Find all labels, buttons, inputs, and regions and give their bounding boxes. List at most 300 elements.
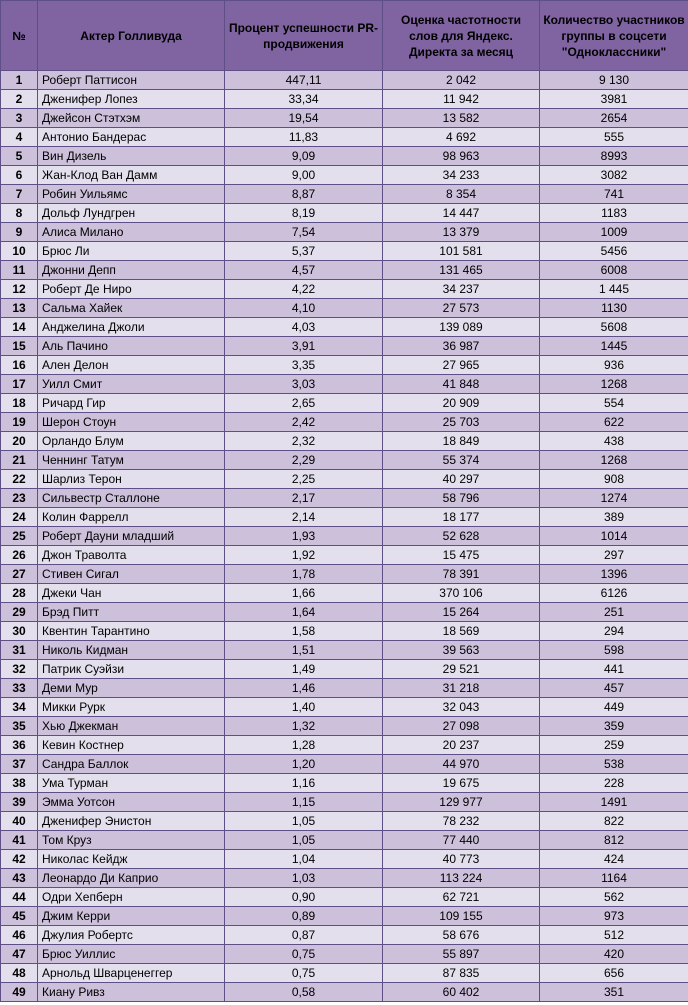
table-row	[1, 565, 688, 584]
pr-success-cell[interactable]: 0,89	[225, 907, 383, 926]
ok-members-cell[interactable]: 1396	[540, 565, 688, 584]
pr-success-cell[interactable]: 3,35	[225, 356, 383, 375]
pr-success-cell[interactable]: 1,03	[225, 869, 383, 888]
ok-members-cell[interactable]: 9 130	[540, 71, 688, 90]
pr-success-cell[interactable]: 4,10	[225, 299, 383, 318]
pr-success-cell[interactable]: 8,87	[225, 185, 383, 204]
row-number-cell[interactable]: 49	[1, 983, 38, 1002]
actor-name-cell[interactable]: Анджелина Джоли	[38, 318, 225, 337]
table-row	[1, 774, 688, 793]
ok-members-cell[interactable]: 3981	[540, 90, 688, 109]
row-number-cell[interactable]: 14	[1, 318, 38, 337]
pr-success-cell[interactable]: 2,29	[225, 451, 383, 470]
actor-name-cell[interactable]: Микки Рурк	[38, 698, 225, 717]
yandex-frequency-cell[interactable]: 11 942	[383, 90, 540, 109]
ok-members-cell[interactable]: 1009	[540, 223, 688, 242]
pr-success-cell[interactable]: 1,66	[225, 584, 383, 603]
actor-name-cell[interactable]: Дольф Лундгрен	[38, 204, 225, 223]
table-row	[1, 926, 688, 945]
pr-success-cell[interactable]: 1,28	[225, 736, 383, 755]
row-number-cell[interactable]: 18	[1, 394, 38, 413]
actor-name-cell[interactable]: Сандра Баллок	[38, 755, 225, 774]
row-number-cell[interactable]: 13	[1, 299, 38, 318]
table-row	[1, 280, 688, 299]
yandex-frequency-cell[interactable]: 31 218	[383, 679, 540, 698]
table-row	[1, 318, 688, 337]
ok-members-cell[interactable]: 512	[540, 926, 688, 945]
pr-success-cell[interactable]: 2,14	[225, 508, 383, 527]
actor-name-cell[interactable]: Том Круз	[38, 831, 225, 850]
row-number-cell[interactable]: 11	[1, 261, 38, 280]
row-number-cell[interactable]: 5	[1, 147, 38, 166]
pr-success-cell[interactable]: 2,32	[225, 432, 383, 451]
table-row	[1, 337, 688, 356]
ok-members-cell[interactable]: 8993	[540, 147, 688, 166]
row-number-cell[interactable]: 2	[1, 90, 38, 109]
row-number-cell[interactable]: 33	[1, 679, 38, 698]
pr-success-cell[interactable]: 0,87	[225, 926, 383, 945]
table-row	[1, 527, 688, 546]
ok-members-cell[interactable]: 656	[540, 964, 688, 983]
yandex-frequency-cell[interactable]: 13 379	[383, 223, 540, 242]
actor-name-cell[interactable]: Джеки Чан	[38, 584, 225, 603]
table-row	[1, 964, 688, 983]
row-number-cell[interactable]: 34	[1, 698, 38, 717]
pr-success-cell[interactable]: 0,75	[225, 964, 383, 983]
actor-name-cell[interactable]: Брюс Ли	[38, 242, 225, 261]
actor-name-cell[interactable]: Николас Кейдж	[38, 850, 225, 869]
actor-name-cell[interactable]: Шарлиз Терон	[38, 470, 225, 489]
pr-success-cell[interactable]: 1,05	[225, 812, 383, 831]
table-row	[1, 166, 688, 185]
table-row	[1, 204, 688, 223]
pr-success-cell[interactable]: 2,42	[225, 413, 383, 432]
actor-name-cell[interactable]: Робин Уильямс	[38, 185, 225, 204]
actor-name-cell[interactable]: Вин Дизель	[38, 147, 225, 166]
yandex-frequency-cell[interactable]: 8 354	[383, 185, 540, 204]
row-number-cell[interactable]: 31	[1, 641, 38, 660]
row-number-cell[interactable]: 43	[1, 869, 38, 888]
row-number-cell[interactable]: 42	[1, 850, 38, 869]
ok-members-cell[interactable]: 389	[540, 508, 688, 527]
actor-name-cell[interactable]: Сильвестр Сталлоне	[38, 489, 225, 508]
yandex-frequency-cell[interactable]: 77 440	[383, 831, 540, 850]
yandex-frequency-cell[interactable]: 27 098	[383, 717, 540, 736]
table-row	[1, 546, 688, 565]
ok-members-cell[interactable]: 3082	[540, 166, 688, 185]
ok-members-cell[interactable]: 1268	[540, 451, 688, 470]
table-row	[1, 603, 688, 622]
actor-name-cell[interactable]: Леонардо Ди Каприо	[38, 869, 225, 888]
pr-success-cell[interactable]: 19,54	[225, 109, 383, 128]
actor-name-cell[interactable]: Джейсон Стэтхэм	[38, 109, 225, 128]
table-row	[1, 622, 688, 641]
row-number-cell[interactable]: 39	[1, 793, 38, 812]
yandex-frequency-cell[interactable]: 44 970	[383, 755, 540, 774]
pr-success-cell[interactable]: 1,15	[225, 793, 383, 812]
table-row	[1, 945, 688, 964]
yandex-frequency-cell[interactable]: 58 796	[383, 489, 540, 508]
table-row	[1, 508, 688, 527]
actor-name-cell[interactable]: Джим Керри	[38, 907, 225, 926]
pr-success-cell[interactable]: 1,64	[225, 603, 383, 622]
yandex-frequency-cell[interactable]: 78 391	[383, 565, 540, 584]
row-number-cell[interactable]: 3	[1, 109, 38, 128]
table-row	[1, 109, 688, 128]
actor-name-cell[interactable]: Ален Делон	[38, 356, 225, 375]
ok-members-cell[interactable]: 908	[540, 470, 688, 489]
yandex-frequency-cell[interactable]: 98 963	[383, 147, 540, 166]
pr-success-cell[interactable]: 0,75	[225, 945, 383, 964]
ok-members-cell[interactable]: 1268	[540, 375, 688, 394]
pr-success-cell[interactable]: 2,17	[225, 489, 383, 508]
pr-success-cell[interactable]: 1,05	[225, 831, 383, 850]
ok-members-cell[interactable]: 562	[540, 888, 688, 907]
actor-name-cell[interactable]: Арнольд Шварценеггер	[38, 964, 225, 983]
pr-success-cell[interactable]: 1,78	[225, 565, 383, 584]
table-row	[1, 356, 688, 375]
actor-name-cell[interactable]: Джулия Робертс	[38, 926, 225, 945]
table-row	[1, 793, 688, 812]
yandex-frequency-cell[interactable]: 41 848	[383, 375, 540, 394]
row-number-cell[interactable]: 20	[1, 432, 38, 451]
pr-success-cell[interactable]: 1,16	[225, 774, 383, 793]
table-row	[1, 888, 688, 907]
pr-success-cell[interactable]: 1,20	[225, 755, 383, 774]
ok-members-cell[interactable]: 438	[540, 432, 688, 451]
table-row	[1, 470, 688, 489]
ok-members-cell[interactable]: 351	[540, 983, 688, 1002]
actor-name-cell[interactable]: Патрик Суэйзи	[38, 660, 225, 679]
table-row	[1, 831, 688, 850]
yandex-frequency-cell[interactable]: 40 773	[383, 850, 540, 869]
row-number-cell[interactable]: 30	[1, 622, 38, 641]
ok-members-cell[interactable]: 449	[540, 698, 688, 717]
yandex-frequency-cell[interactable]: 58 676	[383, 926, 540, 945]
pr-success-cell[interactable]: 447,11	[225, 71, 383, 90]
row-number-cell[interactable]: 23	[1, 489, 38, 508]
pr-success-cell[interactable]: 1,93	[225, 527, 383, 546]
ok-members-cell[interactable]: 538	[540, 755, 688, 774]
ok-members-cell[interactable]: 555	[540, 128, 688, 147]
table-row	[1, 147, 688, 166]
yandex-frequency-cell[interactable]: 34 237	[383, 280, 540, 299]
ok-members-cell[interactable]: 441	[540, 660, 688, 679]
row-number-cell[interactable]: 28	[1, 584, 38, 603]
row-number-cell[interactable]: 19	[1, 413, 38, 432]
ok-members-cell[interactable]: 228	[540, 774, 688, 793]
yandex-frequency-cell[interactable]: 20 237	[383, 736, 540, 755]
ok-members-cell[interactable]: 1183	[540, 204, 688, 223]
ok-members-cell[interactable]: 822	[540, 812, 688, 831]
row-number-cell[interactable]: 32	[1, 660, 38, 679]
actor-name-cell[interactable]: Уилл Смит	[38, 375, 225, 394]
actor-name-cell[interactable]: Киану Ривз	[38, 983, 225, 1002]
row-number-cell[interactable]: 44	[1, 888, 38, 907]
yandex-frequency-cell[interactable]: 101 581	[383, 242, 540, 261]
actor-name-cell[interactable]: Ченнинг Татум	[38, 451, 225, 470]
pr-success-cell[interactable]: 2,65	[225, 394, 383, 413]
ok-members-cell[interactable]: 359	[540, 717, 688, 736]
row-number-cell[interactable]: 1	[1, 71, 38, 90]
yandex-frequency-cell[interactable]: 18 849	[383, 432, 540, 451]
row-number-cell[interactable]: 12	[1, 280, 38, 299]
ok-members-cell[interactable]: 251	[540, 603, 688, 622]
row-number-cell[interactable]: 22	[1, 470, 38, 489]
ok-members-cell[interactable]: 812	[540, 831, 688, 850]
ok-members-cell[interactable]: 6126	[540, 584, 688, 603]
ok-members-cell[interactable]: 294	[540, 622, 688, 641]
actor-name-cell[interactable]: Брэд Питт	[38, 603, 225, 622]
pr-success-cell[interactable]: 33,34	[225, 90, 383, 109]
ok-members-cell[interactable]: 5456	[540, 242, 688, 261]
header-ok-members[interactable]: Количество участников группы в соцсети "Одноклассники"	[540, 1, 688, 71]
yandex-frequency-cell[interactable]: 14 447	[383, 204, 540, 223]
header-number[interactable]: №	[1, 1, 38, 71]
row-number-cell[interactable]: 21	[1, 451, 38, 470]
yandex-frequency-cell[interactable]: 34 233	[383, 166, 540, 185]
yandex-frequency-cell[interactable]: 4 692	[383, 128, 540, 147]
row-number-cell[interactable]: 7	[1, 185, 38, 204]
pr-success-cell[interactable]: 8,19	[225, 204, 383, 223]
row-number-cell[interactable]: 6	[1, 166, 38, 185]
ok-members-cell[interactable]: 5608	[540, 318, 688, 337]
row-number-cell[interactable]: 24	[1, 508, 38, 527]
row-number-cell[interactable]: 26	[1, 546, 38, 565]
pr-success-cell[interactable]: 5,37	[225, 242, 383, 261]
pr-success-cell[interactable]: 1,04	[225, 850, 383, 869]
actor-name-cell[interactable]: Сальма Хайек	[38, 299, 225, 318]
row-number-cell[interactable]: 35	[1, 717, 38, 736]
ok-members-cell[interactable]: 936	[540, 356, 688, 375]
yandex-frequency-cell[interactable]: 55 897	[383, 945, 540, 964]
row-number-cell[interactable]: 17	[1, 375, 38, 394]
row-number-cell[interactable]: 9	[1, 223, 38, 242]
actor-name-cell[interactable]: Алиса Милано	[38, 223, 225, 242]
pr-success-cell[interactable]: 1,49	[225, 660, 383, 679]
actor-name-cell[interactable]: Роберт Де Ниро	[38, 280, 225, 299]
row-number-cell[interactable]: 25	[1, 527, 38, 546]
pr-success-cell[interactable]: 7,54	[225, 223, 383, 242]
actor-name-cell[interactable]: Джонни Депп	[38, 261, 225, 280]
row-number-cell[interactable]: 4	[1, 128, 38, 147]
row-number-cell[interactable]: 38	[1, 774, 38, 793]
ok-members-cell[interactable]: 6008	[540, 261, 688, 280]
pr-success-cell[interactable]: 9,00	[225, 166, 383, 185]
yandex-frequency-cell[interactable]: 18 569	[383, 622, 540, 641]
yandex-frequency-cell[interactable]: 129 977	[383, 793, 540, 812]
table-row	[1, 71, 688, 90]
pr-success-cell[interactable]: 1,51	[225, 641, 383, 660]
ok-members-cell[interactable]: 1130	[540, 299, 688, 318]
table-row	[1, 394, 688, 413]
pr-success-cell[interactable]: 1,92	[225, 546, 383, 565]
ok-members-cell[interactable]: 741	[540, 185, 688, 204]
yandex-frequency-cell[interactable]: 40 297	[383, 470, 540, 489]
table-row	[1, 223, 688, 242]
row-number-cell[interactable]: 16	[1, 356, 38, 375]
table-row	[1, 299, 688, 318]
table-row	[1, 755, 688, 774]
yandex-frequency-cell[interactable]: 25 703	[383, 413, 540, 432]
table-row	[1, 869, 688, 888]
row-number-cell[interactable]: 41	[1, 831, 38, 850]
yandex-frequency-cell[interactable]: 19 675	[383, 774, 540, 793]
ok-members-cell[interactable]: 457	[540, 679, 688, 698]
ok-members-cell[interactable]: 1164	[540, 869, 688, 888]
actor-name-cell[interactable]: Аль Пачино	[38, 337, 225, 356]
row-number-cell[interactable]: 47	[1, 945, 38, 964]
yandex-frequency-cell[interactable]: 131 465	[383, 261, 540, 280]
header-pr-success[interactable]: Процент успешности PR-продвижения	[225, 1, 383, 71]
ok-members-cell[interactable]: 1491	[540, 793, 688, 812]
yandex-frequency-cell[interactable]: 55 374	[383, 451, 540, 470]
table-row	[1, 128, 688, 147]
ok-members-cell[interactable]: 973	[540, 907, 688, 926]
pr-success-cell[interactable]: 0,90	[225, 888, 383, 907]
actor-name-cell[interactable]: Ричард Гир	[38, 394, 225, 413]
table-row	[1, 242, 688, 261]
table-row	[1, 375, 688, 394]
actor-name-cell[interactable]: Николь Кидман	[38, 641, 225, 660]
yandex-frequency-cell[interactable]: 113 224	[383, 869, 540, 888]
table-row	[1, 983, 688, 1002]
table-row	[1, 185, 688, 204]
yandex-frequency-cell[interactable]: 20 909	[383, 394, 540, 413]
table-row	[1, 90, 688, 109]
row-number-cell[interactable]: 36	[1, 736, 38, 755]
ok-members-cell[interactable]: 259	[540, 736, 688, 755]
table-row	[1, 432, 688, 451]
actor-name-cell[interactable]: Брюс Уиллис	[38, 945, 225, 964]
yandex-frequency-cell[interactable]: 78 232	[383, 812, 540, 831]
table-row	[1, 261, 688, 280]
header-actor[interactable]: Актер Голливуда	[38, 1, 225, 71]
header-yandex-frequency[interactable]: Оценка частотности слов для Яндекс. Директа за месяц	[383, 1, 540, 71]
table-row	[1, 736, 688, 755]
ok-members-cell[interactable]: 1 445	[540, 280, 688, 299]
pr-success-cell[interactable]: 1,32	[225, 717, 383, 736]
pr-success-cell[interactable]: 1,46	[225, 679, 383, 698]
pr-success-cell[interactable]: 4,03	[225, 318, 383, 337]
yandex-frequency-cell[interactable]: 139 089	[383, 318, 540, 337]
ok-members-cell[interactable]: 554	[540, 394, 688, 413]
yandex-frequency-cell[interactable]: 39 563	[383, 641, 540, 660]
ok-members-cell[interactable]: 1014	[540, 527, 688, 546]
yandex-frequency-cell[interactable]: 27 965	[383, 356, 540, 375]
row-number-cell[interactable]: 15	[1, 337, 38, 356]
table-row	[1, 584, 688, 603]
row-number-cell[interactable]: 45	[1, 907, 38, 926]
actor-name-cell[interactable]: Квентин Тарантино	[38, 622, 225, 641]
table-row	[1, 641, 688, 660]
table-row	[1, 451, 688, 470]
row-number-cell[interactable]: 48	[1, 964, 38, 983]
yandex-frequency-cell[interactable]: 18 177	[383, 508, 540, 527]
yandex-frequency-cell[interactable]: 87 835	[383, 964, 540, 983]
pr-success-cell[interactable]: 4,22	[225, 280, 383, 299]
ok-members-cell[interactable]: 2654	[540, 109, 688, 128]
ok-members-cell[interactable]: 297	[540, 546, 688, 565]
actor-name-cell[interactable]: Дженифер Энистон	[38, 812, 225, 831]
yandex-frequency-cell[interactable]: 52 628	[383, 527, 540, 546]
yandex-frequency-cell[interactable]: 109 155	[383, 907, 540, 926]
actor-name-cell[interactable]: Антонио Бандерас	[38, 128, 225, 147]
pr-success-cell[interactable]: 2,25	[225, 470, 383, 489]
table-row	[1, 907, 688, 926]
actor-name-cell[interactable]: Дженифер Лопез	[38, 90, 225, 109]
ok-members-cell[interactable]: 424	[540, 850, 688, 869]
actor-name-cell[interactable]: Ума Турман	[38, 774, 225, 793]
table-row	[1, 717, 688, 736]
yandex-frequency-cell[interactable]: 62 721	[383, 888, 540, 907]
actor-name-cell[interactable]: Деми Мур	[38, 679, 225, 698]
actor-name-cell[interactable]: Шерон Стоун	[38, 413, 225, 432]
yandex-frequency-cell[interactable]: 29 521	[383, 660, 540, 679]
actor-name-cell[interactable]: Орландо Блум	[38, 432, 225, 451]
row-number-cell[interactable]: 10	[1, 242, 38, 261]
yandex-frequency-cell[interactable]: 15 475	[383, 546, 540, 565]
yandex-frequency-cell[interactable]: 27 573	[383, 299, 540, 318]
actor-name-cell[interactable]: Колин Фаррелл	[38, 508, 225, 527]
yandex-frequency-cell[interactable]: 60 402	[383, 983, 540, 1002]
row-number-cell[interactable]: 40	[1, 812, 38, 831]
header-row	[1, 1, 688, 71]
ok-members-cell[interactable]: 1445	[540, 337, 688, 356]
ok-members-cell[interactable]: 420	[540, 945, 688, 964]
row-number-cell[interactable]: 8	[1, 204, 38, 223]
yandex-frequency-cell[interactable]: 370 106	[383, 584, 540, 603]
row-number-cell[interactable]: 29	[1, 603, 38, 622]
actor-name-cell[interactable]: Одри Хепберн	[38, 888, 225, 907]
pr-success-cell[interactable]: 4,57	[225, 261, 383, 280]
row-number-cell[interactable]: 37	[1, 755, 38, 774]
yandex-frequency-cell[interactable]: 13 582	[383, 109, 540, 128]
actor-name-cell[interactable]: Хью Джекман	[38, 717, 225, 736]
table-row	[1, 660, 688, 679]
yandex-frequency-cell[interactable]: 15 264	[383, 603, 540, 622]
pr-success-cell[interactable]: 1,58	[225, 622, 383, 641]
pr-success-cell[interactable]: 11,83	[225, 128, 383, 147]
table-row	[1, 812, 688, 831]
row-number-cell[interactable]: 27	[1, 565, 38, 584]
actor-name-cell[interactable]: Стивен Сигал	[38, 565, 225, 584]
row-number-cell[interactable]: 46	[1, 926, 38, 945]
actor-name-cell[interactable]: Эмма Уотсон	[38, 793, 225, 812]
pr-success-cell[interactable]: 3,91	[225, 337, 383, 356]
actor-name-cell[interactable]: Роберт Паттисон	[38, 71, 225, 90]
pr-success-cell[interactable]: 9,09	[225, 147, 383, 166]
table-row	[1, 679, 688, 698]
pr-success-cell[interactable]: 0,58	[225, 983, 383, 1002]
ok-members-cell[interactable]: 1274	[540, 489, 688, 508]
ok-members-cell[interactable]: 622	[540, 413, 688, 432]
ok-members-cell[interactable]: 598	[540, 641, 688, 660]
yandex-frequency-cell[interactable]: 2 042	[383, 71, 540, 90]
actor-name-cell[interactable]: Роберт Дауни младший	[38, 527, 225, 546]
actor-name-cell[interactable]: Жан-Клод Ван Дамм	[38, 166, 225, 185]
table-row	[1, 413, 688, 432]
pr-success-cell[interactable]: 3,03	[225, 375, 383, 394]
table-row	[1, 489, 688, 508]
actor-name-cell[interactable]: Джон Траволта	[38, 546, 225, 565]
actor-name-cell[interactable]: Кевин Костнер	[38, 736, 225, 755]
yandex-frequency-cell[interactable]: 36 987	[383, 337, 540, 356]
pr-success-cell[interactable]: 1,40	[225, 698, 383, 717]
table-row	[1, 698, 688, 717]
yandex-frequency-cell[interactable]: 32 043	[383, 698, 540, 717]
table-row	[1, 850, 688, 869]
